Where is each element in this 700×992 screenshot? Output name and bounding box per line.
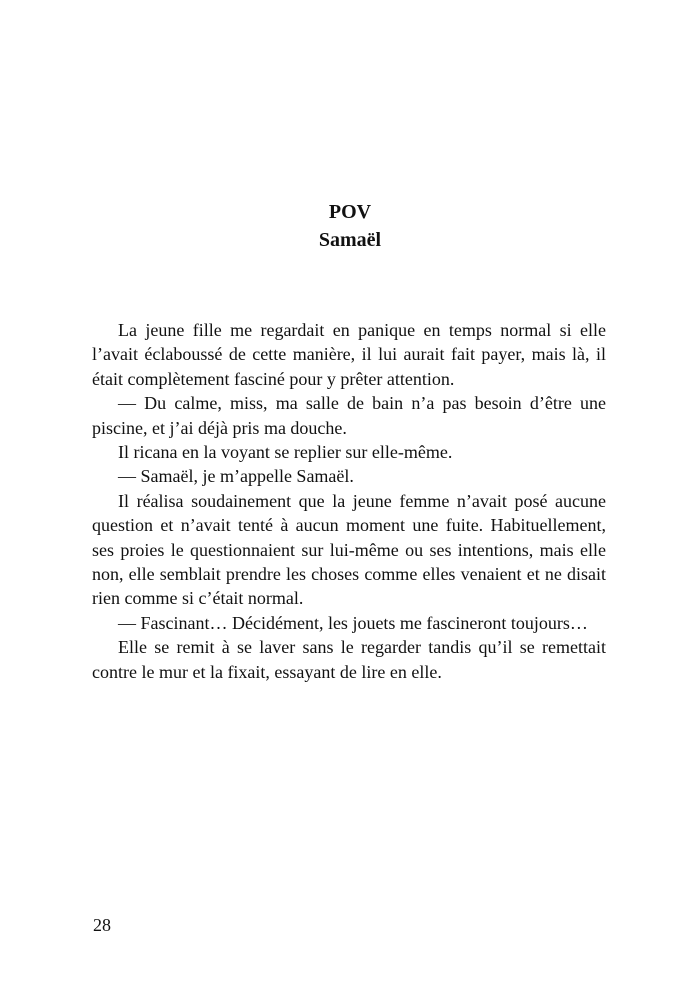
heading-pov: POV [328, 201, 372, 223]
body-text [92, 318, 606, 684]
paragraph: — Fascinant… Décidément, les jouets me fascineront toujours… [118, 612, 588, 633]
paragraph: La jeune fille me regardait en panique en temps normal si elle l’avait éclaboussé de cette manière, il lui aurait fait payer, mais là, il était complètement fasciné pour y prêter attention. [92, 320, 606, 389]
paragraph: Il réalisa soudainement que la jeune femme n’avait posé aucune question et n’avait tenté à aucun moment une fuite. Habituellement, ses proies le questionnaient sur lui-même ou ses intentions, mais elle non, elle semblait prendre les choses comme elles venaient et ne disait rien comme si c’était normal. [92, 490, 606, 609]
page-number: 28 [93, 915, 111, 935]
chapter-heading [0, 198, 700, 254]
paragraph: — Du calme, miss, ma salle de bain n’a pas besoin d’être une piscine, et j’ai déjà pris ma douche. [92, 393, 606, 438]
paragraph: — Samaël, je m’appelle Samaël. [118, 466, 354, 487]
paragraph: Elle se remit à se laver sans le regarder tandis qu’il se remettait contre le mur et la fixait, essayant de lire en elle. [92, 637, 606, 682]
paragraph: Il ricana en la voyant se replier sur elle-même. [118, 442, 453, 463]
heading-character-name: Samaël [318, 229, 382, 251]
